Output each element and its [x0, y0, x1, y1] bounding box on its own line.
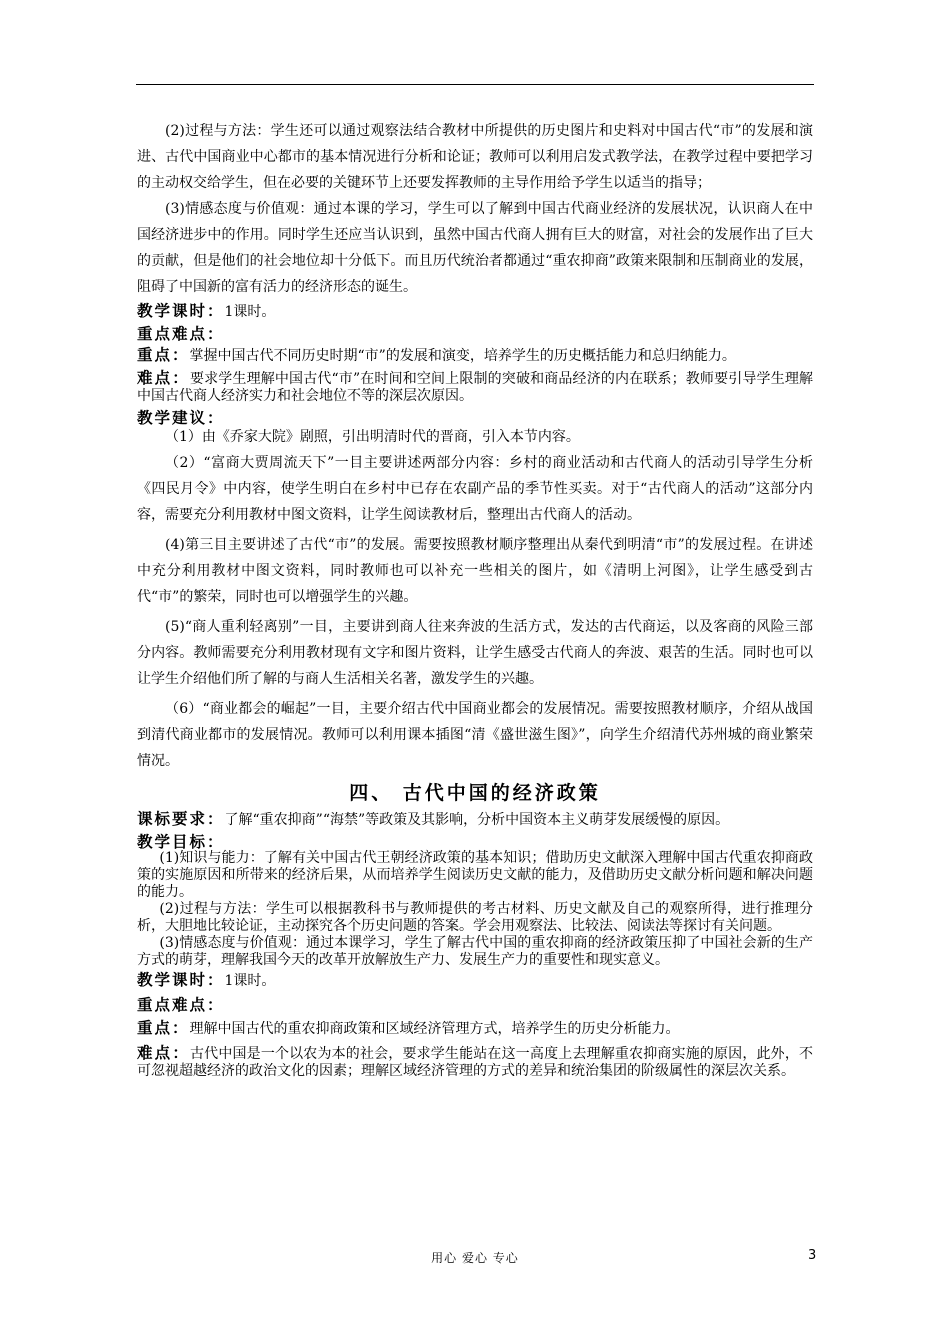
suggestion-6: （6）“商业都会的崛起”一目，主要介绍古代中国商业都会的发展情况。需要按照教材顺序，介绍从战国到清代商业都市的发展情况。教师可以利用课本插图“清《盛世滋生图》”，向学生介绍清代苏州城的商业繁荣情况。 — [137, 701, 813, 769]
section4-diff-label: 难点： — [137, 1043, 190, 1062]
section-title: 四、 古代中国的经济政策 — [349, 782, 601, 804]
suggestion-1: （1）由《乔家大院》剧照，引出明清时代的晋商，引入本节内容。 — [165, 429, 580, 445]
section4-hours-label: 教学课时： — [137, 970, 225, 989]
key-point-label: 重点： — [137, 345, 190, 364]
document-body — [137, 118, 813, 1080]
suggestion-5: (5)“商人重利轻离别”一目，主要讲到商人往来奔波的生活方式，发达的古代商运，以及客商的风险三部分内容。教师需要充分利用教材现有文字和图片资料，让学生感受古代商人的奔波、艰苦的生活。同时也可以让学生介绍他们所了解的与商人生活相关名著，激发学生的兴趣。 — [137, 619, 813, 687]
section4-difficult-point — [137, 1044, 813, 1080]
page-number: 3 — [808, 1248, 817, 1263]
key-difficult-heading: 重点难点： — [137, 324, 225, 343]
section4-diff-text: 古代中国是一个以农为本的社会，要求学生能站在这一高度上去理解重农抑商实施的原因，此外，不可忽视超越经济的政治文化的因素；理解区域经济管理的方式的差异和统治集团的阶级属性的深层次关系。 — [137, 1046, 813, 1079]
section4-teaching-hours — [137, 971, 813, 990]
curriculum-requirement — [137, 810, 813, 829]
section4-key-point — [137, 1019, 813, 1038]
goal-knowledge-ability: (1)知识与能力：了解有关中国古代王朝经济政策的基本知识；借助历史文献深入理解中国古代重农抑商政策的实施原因和所带来的经济后果，从而培养学生阅读历史文献的能力，及借助历史文献分析问题和解决问题的能力。 — [137, 850, 813, 900]
key-point — [137, 346, 813, 365]
suggestion-4: (4)第三目主要讲述了古代“市”的发展。需要按照教材顺序整理出从秦代到明清“市”的发展过程。在讲述中充分利用教材中图文资料，同时教师也可以补充一些相关的图片，如《清明上河图》，让学生感受到古代“市”的繁荣，同时也可以增强学生的兴趣。 — [137, 537, 813, 605]
suggestion-2: （2）“富商大贾周流天下”一目主要讲述两部分内容：乡村的商业活动和古代商人的活动引导学生分析《四民月令》中内容，使学生明白在乡村中已存在农副产品的季节性买卖。对于“古代商人的活动”这部分内容，需要充分利用教材中图文资料，让学生阅读教材后，整理出古代商人的活动。 — [137, 455, 813, 523]
footer-motto: 用心 爱心 专心 — [431, 1251, 519, 1265]
section4-hours-value: 1课时。 — [224, 973, 276, 989]
teaching-goals-heading: 教学目标： — [137, 832, 225, 851]
paragraph-process-method: (2)过程与方法：学生还可以通过观察法结合教材中所提供的历史图片和史料对中国古代“市”的发展和演进、古代中国商业中心都市的基本情况进行分析和论证；教师可以利用启发式教学法，在教学过程中要把学习的主动权交给学生，但在必要的关键环节上还要发挥教师的主导作用给予学生以适当的指导； — [137, 123, 813, 191]
section4-key-label: 重点： — [137, 1018, 190, 1037]
section4-key-text: 理解中国古代的重农抑商政策和区域经济管理方式，培养学生的历史分析能力。 — [189, 1021, 680, 1037]
teaching-hours-label: 教学课时： — [137, 301, 225, 320]
difficult-point — [137, 369, 813, 405]
curriculum-requirement-text: 了解“重农抑商”“海禁”等政策及其影响，分析中国资本主义萌芽发展缓慢的原因。 — [224, 812, 730, 828]
goal-process-method: (2)过程与方法：学生可以根据教科书与教师提供的考古材料、历史文献及自己的观察所得，进行推理分析，大胆地比较论证，主动探究各个历史问题的答案。学会用观察法、比较法、阅读法等探讨有关问题。 — [137, 901, 813, 934]
goal-emotion-values: (3)情感态度与价值观：通过本课学习，学生了解古代中国的重农抑商的经济政策压抑了中国社会新的生产方式的萌芽，理解我国今天的改革开放解放生产力、发展生产力的重要性和现实意义。 — [137, 935, 813, 968]
curriculum-requirement-label: 课标要求： — [137, 809, 225, 828]
difficult-point-label: 难点： — [137, 368, 190, 387]
paragraph-emotion-values: (3)情感态度与价值观：通过本课的学习，学生可以了解到中国古代商业经济的发展状况，认识商人在中国经济进步中的作用。同时学生还应当认识到，虽然中国古代商人拥有巨大的财富，对社会的发展作出了巨大的贡献，但是他们的社会地位却十分低下。而且历代统治者都通过“重农抑商”政策来限制和压制商业的发展，阻碍了中国新的富有活力的经济形态的诞生。 — [137, 201, 813, 295]
difficult-point-text: 要求学生理解中国古代“市”在时间和空间上限制的突破和商品经济的内在联系；教师要引导学生理解中国古代商人经济实力和社会地位不等的深层次原因。 — [137, 371, 813, 404]
teaching-hours-value: 1课时。 — [224, 304, 276, 320]
header-rule — [136, 84, 814, 85]
teaching-suggestions-heading: 教学建议： — [137, 408, 225, 427]
key-point-text: 掌握中国古代不同历史时期“市”的发展和演变，培养学生的历史概括能力和总归纳能力。 — [189, 348, 736, 364]
section4-key-difficult-heading: 重点难点： — [137, 995, 225, 1014]
teaching-hours — [137, 302, 813, 321]
